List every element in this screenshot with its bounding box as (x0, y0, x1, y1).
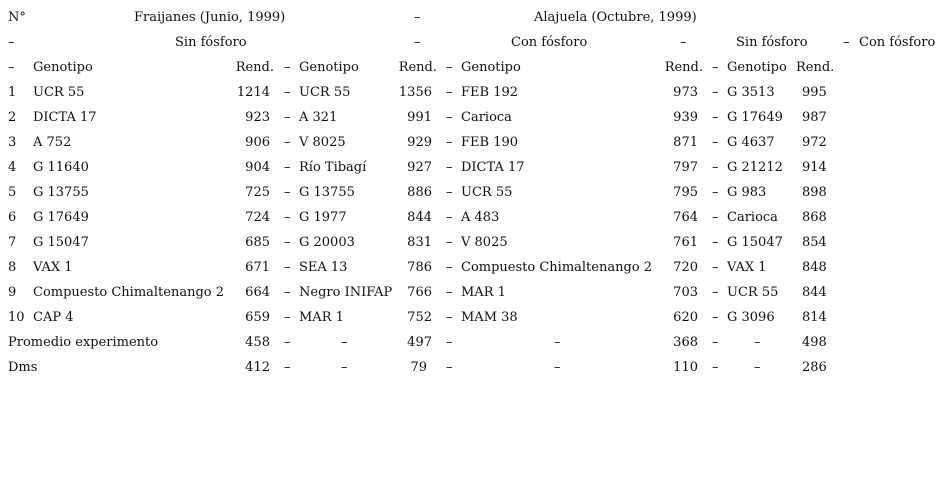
rend-fraijanes-con: 752 (407, 310, 432, 325)
rend-alajuela-con: 620 (673, 310, 698, 325)
header3-genotipo-4: Genotipo (727, 60, 787, 75)
rend-alajuela-sin: 844 (802, 285, 827, 300)
summary-dash: – (754, 335, 761, 350)
table-row (0, 158, 947, 178)
header2-con-fosforo-2: Con fósforo (859, 35, 936, 50)
genotipo-fraijanes-sin: CAP 4 (33, 310, 74, 325)
genotipo-alajuela-sin: UCR 55 (727, 285, 779, 300)
genotipo-alajuela-sin: G 17649 (727, 110, 783, 125)
rend-alajuela-con: 703 (673, 285, 698, 300)
summary-label: Dms (8, 360, 38, 375)
genotipo-fraijanes-sin: Compuesto Chimaltenango 2 (33, 285, 225, 300)
genotipo-alajuela-con: Compuesto Chimaltenango 2 (461, 260, 653, 275)
column-dash: – (284, 110, 291, 125)
genotipo-fraijanes-con: G 13755 (299, 185, 355, 200)
summary-value: 286 (802, 360, 827, 375)
rend-alajuela-sin: 995 (802, 85, 827, 100)
column-dash: – (712, 260, 719, 275)
genotipo-alajuela-sin: G 983 (727, 185, 767, 200)
header-dash: – (414, 10, 421, 25)
header3-dash: – (8, 60, 15, 75)
header-row-2 (0, 33, 947, 53)
summary-row-dms (0, 358, 947, 378)
rend-fraijanes-sin: 659 (245, 310, 270, 325)
genotipo-fraijanes-sin: G 17649 (33, 210, 89, 225)
row-number: 1 (8, 85, 17, 100)
genotipo-alajuela-con: Carioca (461, 110, 512, 125)
genotipo-alajuela-sin: G 21212 (727, 160, 783, 175)
genotipo-fraijanes-con: Río Tibagí (299, 160, 367, 175)
header2-sin-fosforo-2: Sin fósforo (736, 35, 808, 50)
summary-value: 110 (673, 360, 698, 375)
rend-fraijanes-sin: 906 (245, 135, 270, 150)
rend-alajuela-con: 871 (673, 135, 698, 150)
genotipo-fraijanes-con: A 321 (299, 110, 338, 125)
column-dash: – (712, 110, 719, 125)
column-dash: – (284, 160, 291, 175)
rend-alajuela-sin: 898 (802, 185, 827, 200)
genotipo-alajuela-sin: G 15047 (727, 235, 783, 250)
table-row (0, 83, 947, 103)
header3-dash-1: – (284, 60, 291, 75)
summary-dash: – (712, 360, 719, 375)
summary-value: 497 (407, 335, 432, 350)
table-row (0, 283, 947, 303)
genotipo-alajuela-con: UCR 55 (461, 185, 513, 200)
header2-con-fosforo-1: Con fósforo (511, 35, 588, 50)
genotipo-alajuela-sin: G 3513 (727, 85, 775, 100)
header-alajuela: Alajuela (Octubre, 1999) (534, 10, 697, 25)
rend-fraijanes-sin: 725 (245, 185, 270, 200)
summary-dash: – (446, 360, 453, 375)
table-row (0, 258, 947, 278)
genotipo-fraijanes-sin: UCR 55 (33, 85, 85, 100)
column-dash: – (712, 135, 719, 150)
summary-label: Promedio experimento (8, 335, 159, 350)
column-dash: – (284, 210, 291, 225)
rend-alajuela-sin: 914 (802, 160, 827, 175)
summary-value: 498 (802, 335, 827, 350)
genotipo-fraijanes-sin: DICTA 17 (33, 110, 97, 125)
genotipo-fraijanes-con: SEA 13 (299, 260, 348, 275)
column-dash: – (446, 310, 453, 325)
table-row (0, 183, 947, 203)
summary-value: 79 (410, 360, 427, 375)
genotipo-alajuela-sin: G 3096 (727, 310, 775, 325)
rend-fraijanes-sin: 664 (245, 285, 270, 300)
column-dash: – (446, 260, 453, 275)
column-dash: – (284, 185, 291, 200)
column-dash: – (446, 185, 453, 200)
row-number: 4 (8, 160, 17, 175)
summary-dash: – (446, 335, 453, 350)
summary-value: 368 (673, 335, 698, 350)
header3-rend-1: Rend. (235, 60, 274, 75)
header3-rend-3: Rend. (664, 60, 703, 75)
genotipo-fraijanes-con: Negro INIFAP (299, 285, 393, 300)
column-dash: – (446, 110, 453, 125)
column-dash: – (446, 210, 453, 225)
header3-dash-2: – (446, 60, 453, 75)
header3-genotipo-1: Genotipo (33, 60, 93, 75)
column-dash: – (284, 285, 291, 300)
rend-fraijanes-sin: 904 (245, 160, 270, 175)
genotipo-alajuela-con: A 483 (461, 210, 500, 225)
genotipo-alajuela-con: FEB 192 (461, 85, 519, 100)
genotipo-alajuela-sin: G 4637 (727, 135, 775, 150)
rend-alajuela-sin: 987 (802, 110, 827, 125)
row-number: 9 (8, 285, 17, 300)
rend-alajuela-con: 764 (673, 210, 698, 225)
rend-alajuela-con: 761 (673, 235, 698, 250)
column-dash: – (712, 210, 719, 225)
summary-value: 412 (245, 360, 270, 375)
rend-fraijanes-sin: 685 (245, 235, 270, 250)
table-row (0, 133, 947, 153)
genotipo-alajuela-con: FEB 190 (461, 135, 519, 150)
header2-sin-fosforo-1: Sin fósforo (175, 35, 247, 50)
genotipo-alajuela-con: DICTA 17 (461, 160, 525, 175)
genotipo-fraijanes-con: G 20003 (299, 235, 355, 250)
genotipo-fraijanes-con: G 1977 (299, 210, 347, 225)
column-dash: – (284, 85, 291, 100)
rend-fraijanes-sin: 724 (245, 210, 270, 225)
rend-fraijanes-sin: 923 (245, 110, 270, 125)
rend-fraijanes-con: 991 (407, 110, 432, 125)
column-dash: – (712, 185, 719, 200)
table-row (0, 208, 947, 228)
summary-row-promedio (0, 333, 947, 353)
column-dash: – (446, 85, 453, 100)
rend-alajuela-sin: 868 (802, 210, 827, 225)
header3-dash-3: – (712, 60, 719, 75)
rend-fraijanes-sin: 671 (245, 260, 270, 275)
genotipo-alajuela-con: MAR 1 (461, 285, 506, 300)
row-number: 8 (8, 260, 17, 275)
row-number: 6 (8, 210, 17, 225)
rend-fraijanes-con: 886 (407, 185, 432, 200)
rend-alajuela-sin: 854 (802, 235, 827, 250)
row-number: 7 (8, 235, 17, 250)
genotipo-fraijanes-con: UCR 55 (299, 85, 351, 100)
rend-fraijanes-sin: 1214 (236, 85, 270, 100)
header3-genotipo-2: Genotipo (299, 60, 359, 75)
summary-dash: – (554, 360, 561, 375)
genotipo-alajuela-con: MAM 38 (461, 310, 518, 325)
table-row (0, 308, 947, 328)
summary-dash: – (284, 335, 291, 350)
column-dash: – (712, 235, 719, 250)
column-dash: – (712, 85, 719, 100)
column-dash: – (712, 310, 719, 325)
header3-rend-2: Rend. (398, 60, 437, 75)
genotipo-fraijanes-sin: A 752 (33, 135, 72, 150)
summary-dash: – (284, 360, 291, 375)
row-number: 10 (8, 310, 25, 325)
genotipo-alajuela-sin: VAX 1 (727, 260, 767, 275)
column-dash: – (712, 285, 719, 300)
header-no: N° (8, 10, 26, 25)
row-number: 3 (8, 135, 17, 150)
summary-dash: – (341, 360, 348, 375)
row-number: 2 (8, 110, 17, 125)
header-fraijanes: Fraijanes (Junio, 1999) (134, 10, 286, 25)
genotipo-alajuela-sin: Carioca (727, 210, 778, 225)
column-dash: – (284, 135, 291, 150)
column-dash: – (284, 235, 291, 250)
header3-genotipo-3: Genotipo (461, 60, 521, 75)
rend-alajuela-con: 973 (673, 85, 698, 100)
header2-dash-c: – (680, 35, 687, 50)
column-dash: – (284, 260, 291, 275)
table-row (0, 108, 947, 128)
genotipo-fraijanes-sin: G 15047 (33, 235, 89, 250)
rend-fraijanes-con: 831 (407, 235, 432, 250)
rend-alajuela-con: 720 (673, 260, 698, 275)
rend-fraijanes-con: 927 (407, 160, 432, 175)
rend-fraijanes-con: 929 (407, 135, 432, 150)
summary-dash: – (754, 360, 761, 375)
rend-fraijanes-con: 1356 (398, 85, 432, 100)
header-row-1 (0, 8, 947, 28)
table-row (0, 233, 947, 253)
column-dash: – (284, 310, 291, 325)
header3-rend-4: Rend. (796, 60, 835, 75)
column-dash: – (446, 160, 453, 175)
rend-alajuela-con: 795 (673, 185, 698, 200)
column-dash: – (712, 160, 719, 175)
rend-alajuela-sin: 972 (802, 135, 827, 150)
column-dash: – (446, 285, 453, 300)
genotipo-fraijanes-con: MAR 1 (299, 310, 344, 325)
rend-alajuela-con: 939 (673, 110, 698, 125)
summary-dash: – (712, 335, 719, 350)
genotipo-fraijanes-sin: VAX 1 (33, 260, 73, 275)
genotipo-fraijanes-sin: G 13755 (33, 185, 89, 200)
column-dash: – (446, 135, 453, 150)
row-number: 5 (8, 185, 17, 200)
genotipo-fraijanes-sin: G 11640 (33, 160, 89, 175)
genotipo-fraijanes-con: V 8025 (299, 135, 346, 150)
column-dash: – (446, 235, 453, 250)
genotipo-alajuela-con: V 8025 (461, 235, 508, 250)
summary-value: 458 (245, 335, 270, 350)
rend-alajuela-con: 797 (673, 160, 698, 175)
header2-dash-a: – (8, 35, 15, 50)
summary-dash: – (341, 335, 348, 350)
summary-dash: – (554, 335, 561, 350)
rend-alajuela-sin: 814 (802, 310, 827, 325)
header2-dash-d: – (843, 35, 850, 50)
rend-fraijanes-con: 844 (407, 210, 432, 225)
rend-fraijanes-con: 766 (407, 285, 432, 300)
rend-alajuela-sin: 848 (802, 260, 827, 275)
rend-fraijanes-con: 786 (407, 260, 432, 275)
header-row-3 (0, 58, 947, 78)
header2-dash-b: – (414, 35, 421, 50)
